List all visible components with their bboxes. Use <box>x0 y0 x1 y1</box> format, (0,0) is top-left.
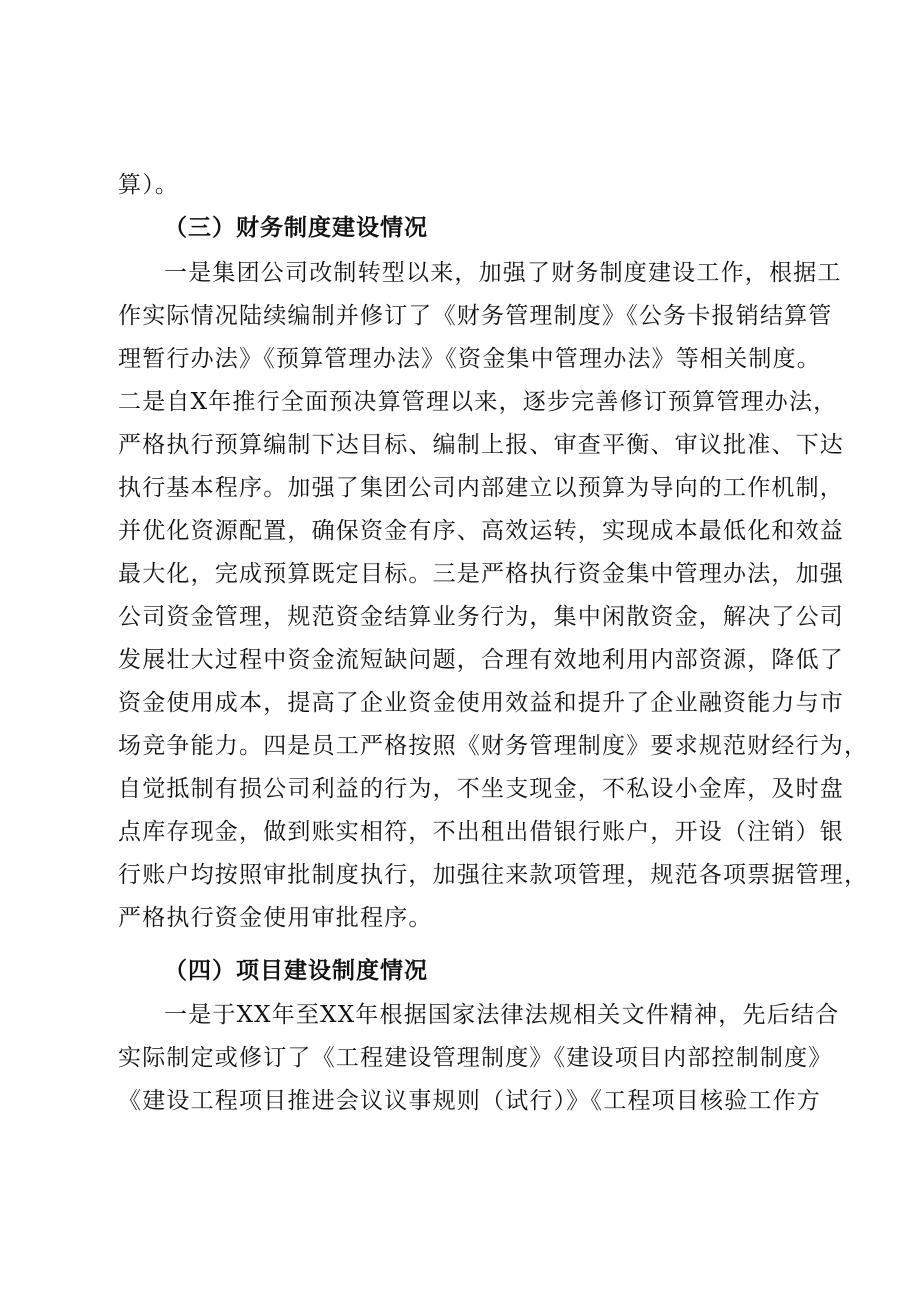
paragraph-line: 执行基本程序。加强了集团公司内部建立以预算为导向的工作机制， <box>118 475 844 501</box>
paragraph-line: 算）。 <box>118 172 180 198</box>
paragraph-line: 二是自X年推行全面预决算管理以来，逐步完善修订预算管理办法， <box>118 389 838 415</box>
paragraph-line: 理暂行办法》《预算管理办法》《资金集中管理办法》等相关制度。 <box>118 346 821 372</box>
paragraph-line: 场竞争能力。四是员工严格按照《财务管理制度》要求规范财经行为， <box>118 733 869 759</box>
section-heading-finance: （三）财务制度建设情况 <box>164 214 428 241</box>
paragraph-line: 行账户均按照审批制度执行，加强往来款项管理，规范各项票据管理， <box>118 862 869 888</box>
paragraph-line: 点库存现金，做到账实相符，不出租出借银行账户，开设（注销）银 <box>118 819 844 845</box>
paragraph-line: 一是集团公司改制转型以来，加强了财务制度建设工作，根据工 <box>164 260 842 286</box>
paragraph-line: 一是于XX年至XX年根据国家法律法规相关文件精神，先后结合 <box>164 1002 840 1028</box>
paragraph-line: 严格执行资金使用审批程序。 <box>118 905 433 931</box>
paragraph-line: 《建设工程项目推进会议议事规则（试行）》《工程项目核验工作方 <box>118 1088 821 1114</box>
paragraph-line: 最大化，完成预算既定目标。三是严格执行资金集中管理办法，加强 <box>118 561 844 587</box>
paragraph-line: 发展壮大过程中资金流短缺问题，合理有效地利用内部资源，降低了 <box>118 647 844 673</box>
paragraph-line: 严格执行预算编制下达目标、编制上报、审查平衡、审议批准、下达 <box>118 432 844 458</box>
paragraph-line: 自觉抵制有损公司利益的行为，不坐支现金，不私设小金库，及时盘 <box>118 776 844 802</box>
paragraph-line: 作实际情况陆续编制并修订了《财务管理制度》《公务卡报销结算管 <box>118 303 833 329</box>
paragraph-line: 实际制定或修订了《工程建设管理制度》《建设项目内部控制制度》 <box>118 1045 833 1071</box>
section-heading-project: （四）项目建设制度情况 <box>164 957 428 984</box>
paragraph-line: 公司资金管理，规范资金结算业务行为，集中闲散资金，解决了公司 <box>118 604 844 630</box>
paragraph-line: 资金使用成本，提高了企业资金使用效益和提升了企业融资能力与市 <box>118 690 844 716</box>
paragraph-line: 并优化资源配置，确保资金有序、高效运转，实现成本最低化和效益 <box>118 518 844 544</box>
